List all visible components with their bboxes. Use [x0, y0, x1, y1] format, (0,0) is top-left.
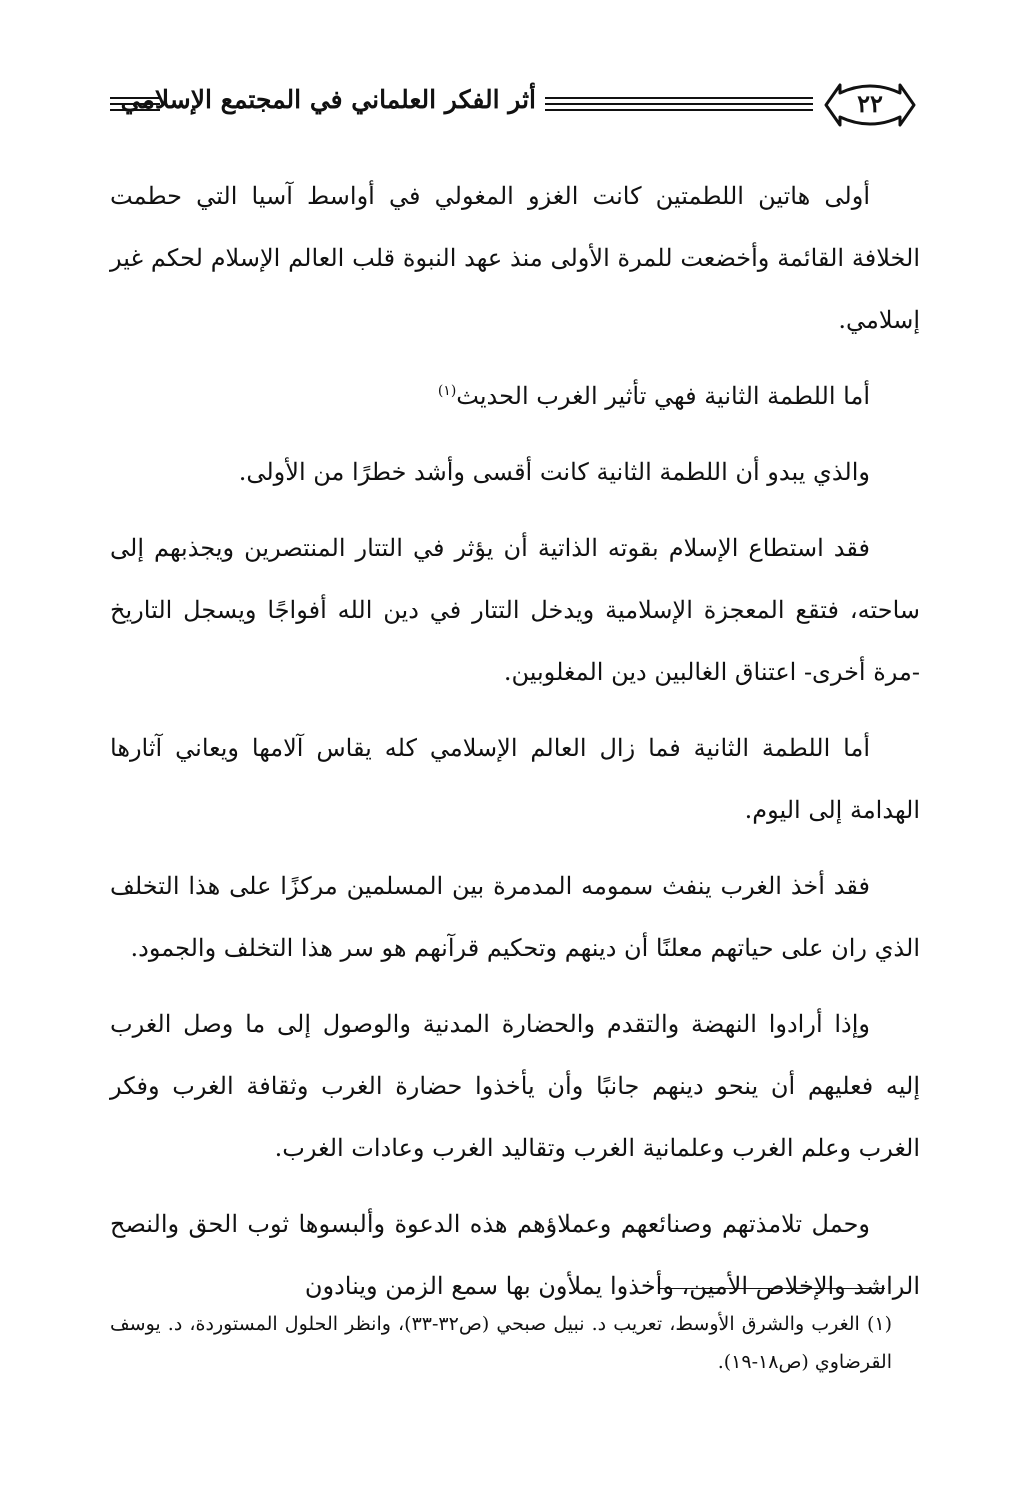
header-rule: [545, 97, 813, 99]
running-title: أثر الفكر العلماني في المجتمع الإسلامي: [120, 85, 536, 114]
paragraph: أولى هاتين اللطمتين كانت الغزو المغولي في أواسط آسيا التي حطمت الخلافة القائمة وأخضعت للمرة الأولى منذ عهد النبوة قلب العالم الإسلام لحكم غير إسلامي.: [110, 182, 920, 334]
paragraph: والذي يبدو أن اللطمة الثانية كانت أقسى وأشد خطرًا من الأولى.: [238, 458, 870, 486]
paragraph: فقد استطاع الإسلام بقوته الذاتية أن يؤثر في التتار المنتصرين ويجذبهم إلى ساحته، فتقع المعجزة الإسلامية ويدخل التتار في دين الله أفواجًا ويسجل التاريخ -مرة أخرى- اعتناق الغالبين دين المغلوبين.: [110, 534, 920, 686]
footnote: (١) الغرب والشرق الأوسط، تعريب د. نبيل صبحي (ص٣٢-٣٣)، وانظر الحلول المستوردة، د. يوسف القرضاوي (ص١٨-١٩).: [110, 1313, 892, 1373]
paragraph-text: أما اللطمة الثانية فهي تأثير الغرب الحديث: [456, 382, 870, 410]
footnotes: [110, 1305, 892, 1381]
page-number: ٢٢: [857, 89, 883, 118]
page-header: [110, 75, 920, 135]
paragraph: فقد أخذ الغرب ينفث سمومه المدمرة بين المسلمين مركزًا على هذا التخلف الذي ران على حياتهم معلنًا أن دينهم وتحكيم قرآنهم هو سر هذا التخلف والجمود.: [110, 872, 920, 962]
header-rule: [545, 103, 813, 105]
header-rule: [545, 109, 813, 111]
paragraph: وإذا أرادوا النهضة والتقدم والحضارة المدنية والوصول إلى ما وصل الغرب إليه فعليهم أن ينحو دينهم جانبًا وأن يأخذوا حضارة الغرب وثقافة الغرب وفكر الغرب وعلم الغرب وعلمانية الغرب وتقاليد الغرب وعادات الغرب.: [110, 1010, 920, 1162]
footnote-reference: (١): [437, 383, 457, 399]
paragraph: [110, 365, 920, 427]
body-text: [110, 165, 920, 1331]
paragraph: أما اللطمة الثانية فما زال العالم الإسلامي كله يقاس آلامها ويعاني آثارها الهدامة إلى اليوم.: [110, 734, 920, 824]
footnote-separator: [660, 1288, 885, 1289]
paragraph: وحمل تلامذتهم وصنائعهم وعملاؤهم هذه الدعوة وألبسوها ثوب الحق والنصح الراشد والإخلاص الأمين، وأخذوا يملأون بها سمع الزمن وينادون: [110, 1210, 920, 1300]
page-number-badge: [822, 77, 918, 133]
